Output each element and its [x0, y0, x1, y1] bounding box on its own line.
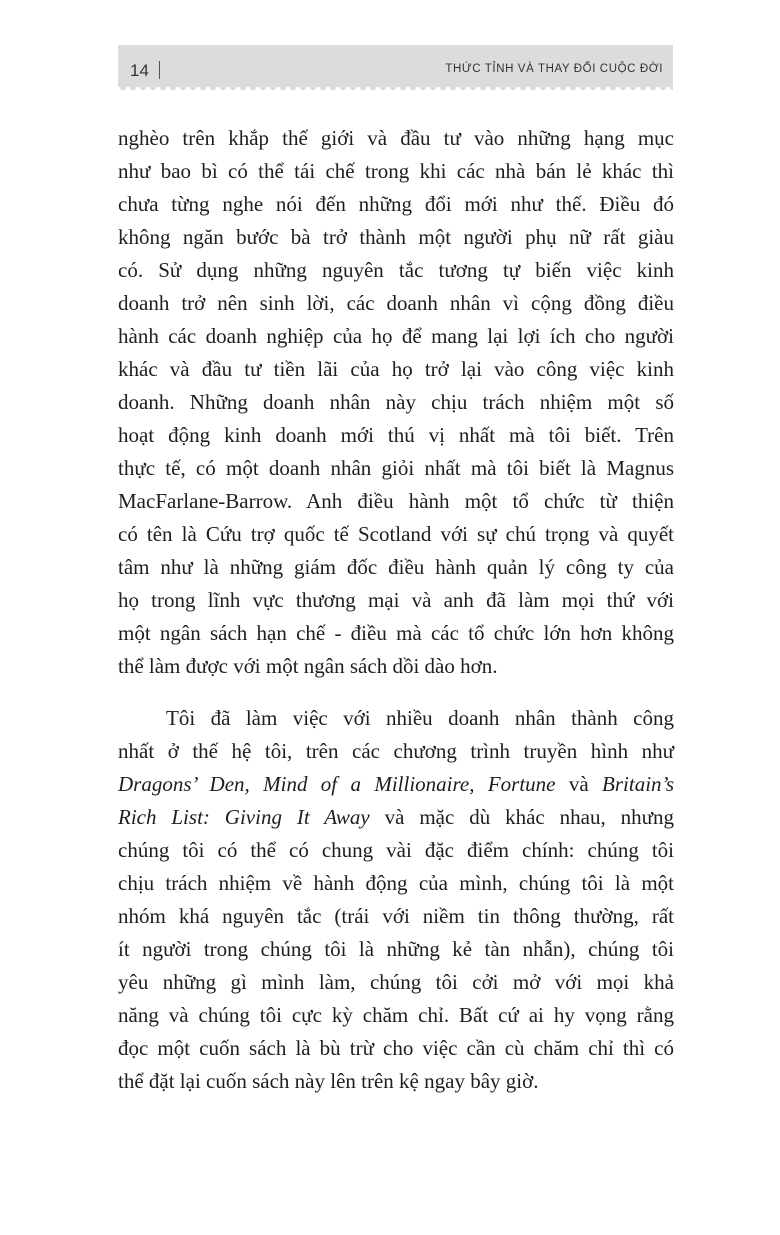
text-line: yêu những gì mình làm, chúng tôi cởi mở với mọi khả [118, 970, 674, 994]
text-line: MacFarlane-Barrow. Anh điều hành một tổ chức từ thiện [118, 489, 674, 513]
text-line: khác và đầu tư tiền lãi của họ trở lại vào công việc kinh [118, 357, 674, 381]
text-line: không ngăn bước bà trở thành một người phụ nữ rất giàu [118, 225, 674, 249]
text-fragment: và mặc dù khác nhau, nhưng [369, 805, 674, 829]
text-line: một ngân sách hạn chế - điều mà các tổ chức lớn hơn không [118, 621, 674, 645]
text-fragment: và [555, 772, 603, 796]
text-line: chịu trách nhiệm về hành động của mình, chúng tôi là một [118, 871, 674, 895]
text-line: tâm như là những giám đốc điều hành quản lý công ty của [118, 555, 674, 579]
running-title: THỨC TỈNH VÀ THAY ĐỔI CUỘC ĐỜI [445, 63, 663, 75]
text-line [118, 801, 674, 834]
text-line: ít người trong chúng tôi là những kẻ tàn nhẫn), chúng tôi [118, 937, 674, 961]
text-line: có tên là Cứu trợ quốc tế Scotland với sự chú trọng và quyết [118, 522, 674, 546]
text-line: nhóm khá nguyên tắc (trái với niềm tin thông thường, rất [118, 904, 674, 928]
text-line: thể đặt lại cuốn sách này lên trên kệ ngay bây giờ. [118, 1069, 539, 1093]
text-line: thể làm được với một ngân sách dồi dào hơn. [118, 654, 498, 678]
text-line: năng và chúng tôi cực kỳ chăm chỉ. Bất cứ ai hy vọng rằng [118, 1003, 674, 1027]
text-line: có. Sử dụng những nguyên tắc tương tự biến việc kinh [118, 258, 674, 282]
text-line: họ trong lĩnh vực thương mại và anh đã làm mọi thứ với [118, 588, 674, 612]
italic-title: Britain’s [602, 772, 675, 796]
italic-title: Dragons’ Den, Mind of a Millionaire, Fortune [118, 772, 556, 796]
text-line: thực tế, có một doanh nhân giỏi nhất mà tôi biết là Magnus [118, 456, 674, 480]
text-line: nhất ở thế hệ tôi, trên các chương trình truyền hình như [118, 739, 674, 763]
italic-title: Rich List: Giving It Away [118, 805, 370, 829]
paragraph-2 [118, 702, 674, 1098]
text-line: chúng tôi có thể có chung vài đặc điểm chính: chúng tôi [118, 838, 674, 862]
text-line: Tôi đã làm việc với nhiều doanh nhân thành công [166, 706, 674, 730]
text-line [118, 768, 674, 801]
text-line: chưa từng nghe nói đến những đổi mới như thế. Điều đó [118, 192, 674, 216]
page-number: 14 [130, 61, 149, 80]
text-line: hành các doanh nghiệp của họ để mang lại lợi ích cho người [118, 324, 674, 348]
text-line: nghèo trên khắp thế giới và đầu tư vào những hạng mục [118, 126, 674, 150]
text-line: đọc một cuốn sách là bù trừ cho việc cần cù chăm chỉ thì có [118, 1036, 674, 1060]
text-line: hoạt động kinh doanh mới thú vị nhất mà tôi biết. Trên [118, 423, 674, 447]
paragraph-1 [118, 122, 674, 683]
body-text [118, 122, 674, 1098]
text-line: như bao bì có thể tái chế trong khi các nhà bán lẻ khác thì [118, 159, 674, 183]
text-line: doanh. Những doanh nhân này chịu trách nhiệm một số [118, 390, 674, 414]
text-line: doanh trở nên sinh lời, các doanh nhân vì cộng đồng điều [118, 291, 674, 315]
header-divider [159, 61, 160, 79]
